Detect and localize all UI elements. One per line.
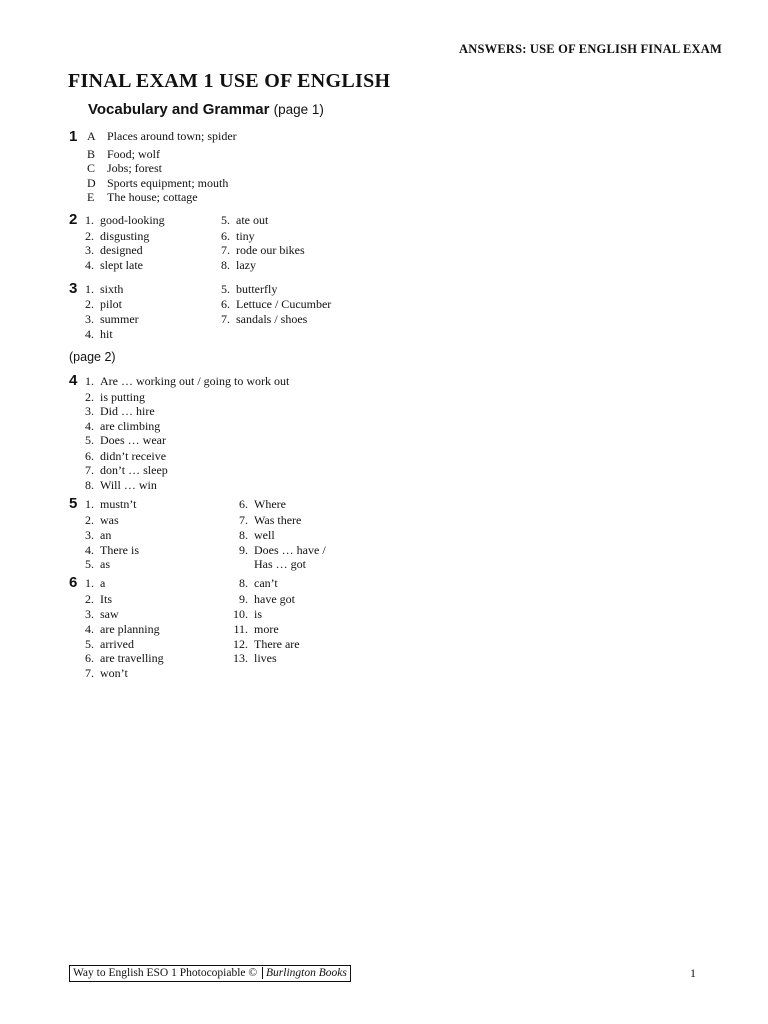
answer-row: 7. Was there (239, 513, 302, 527)
answer-row: 6. Lettuce / Cucumber (221, 297, 332, 311)
answer-row: 5. Does … wear (85, 433, 166, 447)
answer-row: 13. lives (233, 651, 277, 665)
page-title: FINAL EXAM 1 USE OF ENGLISH (68, 70, 391, 92)
answer-row: 8. can’t (239, 576, 278, 590)
answer-row: 2. pilot (85, 297, 123, 311)
answer-row: 12. There are (233, 637, 300, 651)
answer-row: 5. as (85, 557, 110, 571)
answer-row: 1. Are … working out / going to work out (85, 374, 290, 388)
footer-credit (69, 965, 351, 982)
answer-row: 5. ate out (221, 213, 269, 227)
answer-row: 4. slept late (85, 258, 143, 272)
answer-row: 6. Where (239, 497, 286, 511)
answer-row: 2. Its (85, 592, 112, 606)
answer-row: 4. hit (85, 327, 113, 341)
answer-row: 11. more (233, 622, 279, 636)
answer-row: 7. rode our bikes (221, 243, 305, 257)
answer-row: 3. summer (85, 312, 139, 326)
question-number: 2 (69, 211, 78, 228)
answer-row: 5. arrived (85, 637, 134, 651)
question-number: 3 (69, 280, 78, 297)
question-number: 6 (69, 574, 78, 591)
answer-row: 7. won’t (85, 666, 128, 680)
page-2-label: (page 2) (69, 350, 116, 364)
answer-row: 4. There is (85, 543, 139, 557)
answer-row: Has … got (254, 557, 306, 571)
answer-row: 4. are climbing (85, 419, 161, 433)
answer-row: 3. saw (85, 607, 119, 621)
answer-row: 8. lazy (221, 258, 256, 272)
answer-row: 9. Does … have / (239, 543, 326, 557)
answer-row: C Jobs; forest (87, 161, 162, 175)
answer-row: 7. don’t … sleep (85, 463, 168, 477)
question-number: 4 (69, 372, 78, 389)
answer-row: A Places around town; spider (87, 129, 237, 143)
publisher-logo: Burlington Books (262, 967, 347, 979)
answer-row: 2. was (85, 513, 119, 527)
answer-row: 2. is putting (85, 390, 146, 404)
footer-photocopiable: Photocopiable © (179, 967, 258, 979)
section-page-ref: (page 1) (273, 102, 324, 117)
answer-row: 1. mustn’t (85, 497, 137, 511)
answer-row: 3. Did … hire (85, 404, 155, 418)
answer-row: 4. are planning (85, 622, 160, 636)
answer-row: 6. are travelling (85, 651, 164, 665)
answer-row: 8. well (239, 528, 275, 542)
answer-row: D Sports equipment; mouth (87, 176, 229, 190)
section-heading-text: Vocabulary and Grammar (88, 101, 270, 118)
answer-row: E The house; cottage (87, 190, 198, 204)
answer-row: 1. sixth (85, 282, 124, 296)
footer-book-title: Way to English ESO 1 (73, 967, 177, 979)
answer-row: B Food; wolf (87, 147, 161, 161)
answer-row: 6. tiny (221, 229, 255, 243)
answer-row: 1. a (85, 576, 106, 590)
answer-row: 2. disgusting (85, 229, 150, 243)
answer-row: 1. good-looking (85, 213, 165, 227)
answer-row: 9. have got (239, 592, 295, 606)
answer-row: 8. Will … win (85, 478, 157, 492)
answer-row: 3. an (85, 528, 112, 542)
answer-row: 3. designed (85, 243, 143, 257)
section-heading (88, 101, 324, 118)
answer-row: 6. didn’t receive (85, 449, 167, 463)
question-number: 1 (69, 128, 78, 145)
running-header: ANSWERS: USE OF ENGLISH FINAL EXAM (459, 42, 722, 56)
answer-row: 7. sandals / shoes (221, 312, 308, 326)
answer-row: 10. is (233, 607, 263, 621)
question-number: 5 (69, 495, 78, 512)
answer-row: 5. butterfly (221, 282, 278, 296)
page-number: 1 (690, 966, 696, 980)
